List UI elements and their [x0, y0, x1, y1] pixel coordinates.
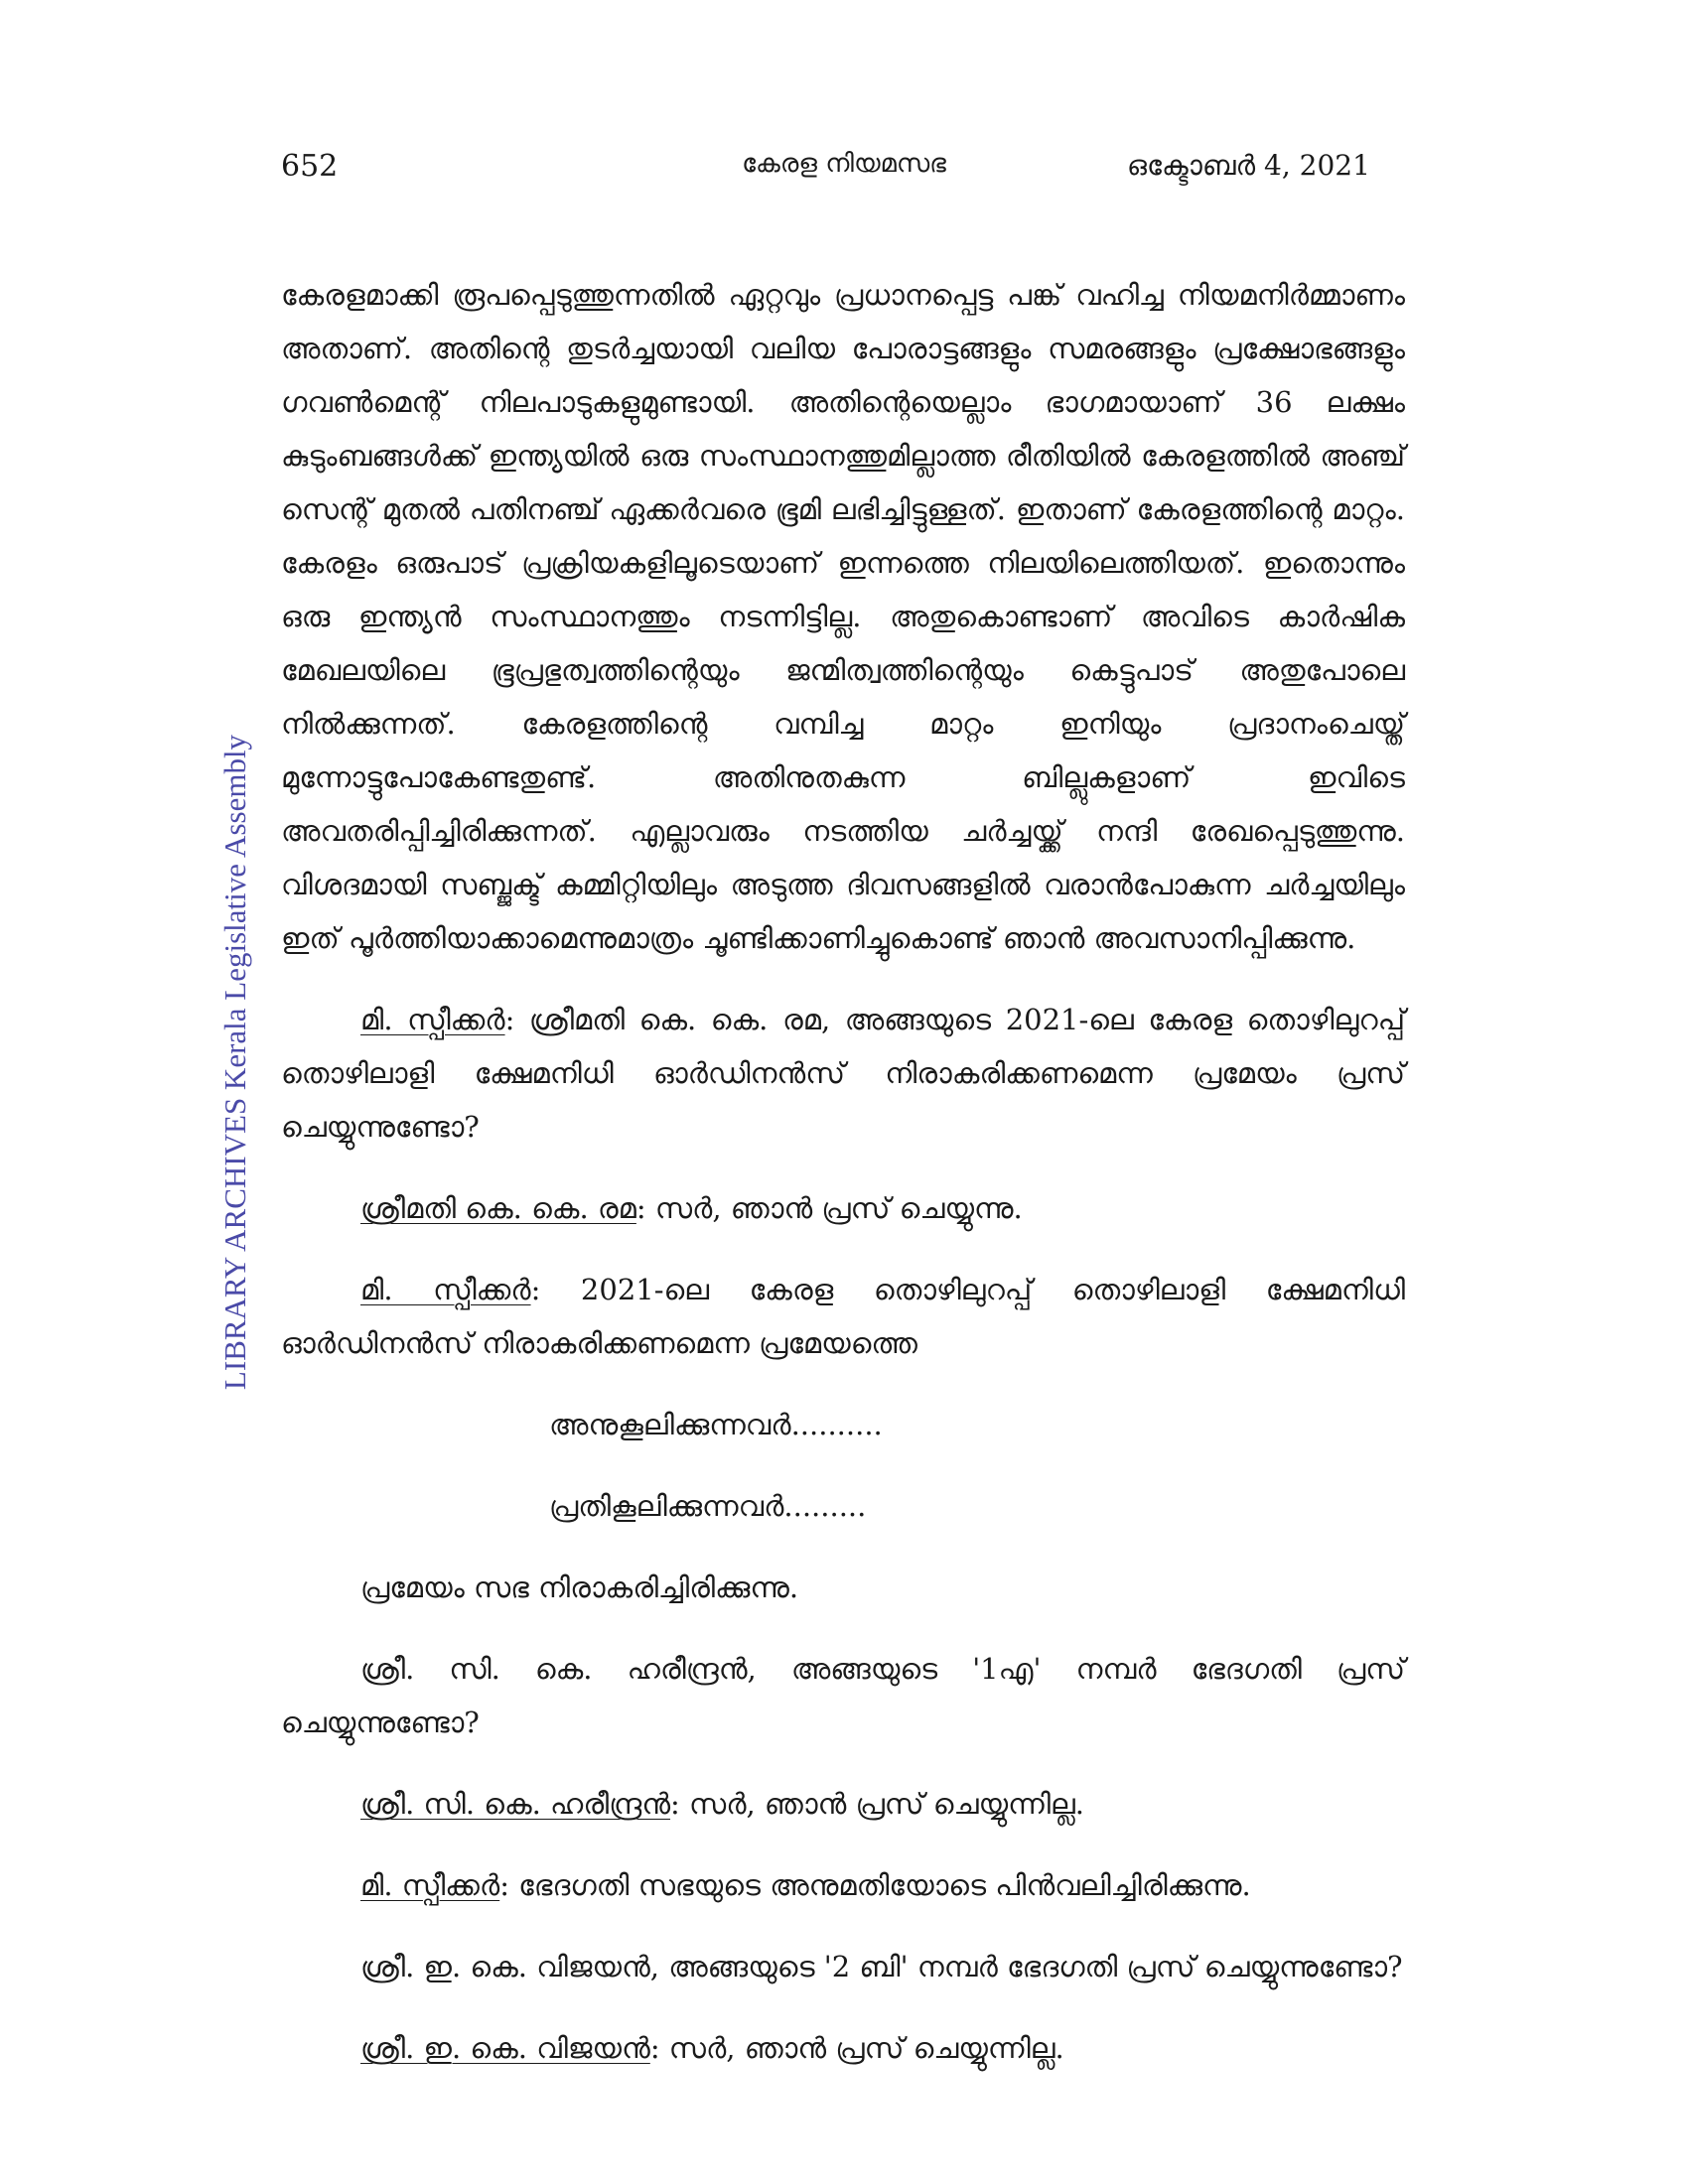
speech-text: : സർ, ഞാൻ പ്രസ് ചെയ്യുന്നു. — [635, 1191, 1023, 1225]
vote-ayes-line: അനുകൂലിക്കുന്നവർ.......... — [549, 1408, 883, 1441]
paragraph-motion-result: പ്രമേയം സഭ നിരാകരിച്ചിരിക്കുന്നു. — [360, 1570, 799, 1604]
speech-text: : 2021-ലെ കേരള തൊഴിലുറപ്പ് തൊഴിലാളി ക്ഷേമനിധി ഓർഡിനൻസ് നിരാകരിക്കണമെന്ന പ്രമേയത്തെ — [281, 1273, 1405, 1360]
paragraph-member-reply — [281, 1777, 1405, 1831]
paragraph-member-reply — [281, 2021, 1405, 2075]
page-header-date: ഒക്ടോബർ 4, 2021 — [1127, 149, 1370, 182]
paragraph-amendment-question: ശ്രീ. സി. കെ. ഹരീന്ദ്രൻ, അങ്ങയുടെ '1എ' നമ്പർ ഭേദഗതി പ്രസ് ചെയ്യുന്നുണ്ടോ? — [281, 1652, 1405, 1739]
speaker-name: മി. സ്പീക്കർ — [360, 1273, 531, 1306]
speaker-name: ശ്രീമതി കെ. കെ. രമ — [360, 1191, 636, 1225]
speech-text: : സർ, ഞാൻ പ്രസ് ചെയ്യുന്നില്ല. — [649, 2031, 1064, 2065]
speech-text: : സർ, ഞാൻ പ്രസ് ചെയ്യുന്നില്ല. — [670, 1787, 1084, 1821]
paragraph-speaker-ruling — [281, 1858, 1405, 1912]
paragraph-speaker-motion — [281, 1263, 1405, 1370]
speaker-name: ശ്രീ. സി. കെ. ഹരീന്ദ്രൻ — [360, 1787, 671, 1821]
speech-text: : ഭേദഗതി സഭയുടെ അനുമതിയോടെ പിൻവലിച്ചിരിക്കുന്നു. — [499, 1868, 1251, 1902]
paragraph-amendment-question: ശ്രീ. ഇ. കെ. വിജയൻ, അങ്ങയുടെ '2 ബി' നമ്പർ ഭേദഗതി പ്രസ് ചെയ്യുന്നുണ്ടോ? — [360, 1950, 1403, 1983]
speaker-name: ശ്രീ. ഇ. കെ. വിജയൻ — [360, 2031, 650, 2065]
page-header-title: കേരള നിയമസഭ — [742, 149, 946, 179]
speaker-name: മി. സ്പീക്കർ — [360, 1868, 500, 1902]
archive-watermark: LIBRARY ARCHIVES Kerala Legislative Assembly — [217, 734, 252, 1391]
speech-text: : ശ്രീമതി കെ. കെ. രമ, അങ്ങയുടെ 2021-ലെ കേരള തൊഴിലുറപ്പ് തൊഴിലാളി ക്ഷേമനിധി ഓർഡിനൻസ് നിരാകരിക്കണമെന്ന പ്രമേയം പ്രസ് ചെയ്യുന്നുണ്ടോ? — [281, 1003, 1405, 1144]
proceedings-body — [281, 268, 1405, 2075]
paragraph-member-reply — [281, 1181, 1405, 1235]
page-number: 652 — [281, 149, 339, 184]
speaker-name: മി. സ്പീക്കർ — [360, 1003, 505, 1036]
vote-noes-line: പ്രതികൂലിക്കുന്നവർ......... — [549, 1489, 867, 1523]
paragraph-speaker-question — [281, 993, 1405, 1154]
paragraph-speech-conclusion: കേരളമാക്കി രൂപപ്പെടുത്തുന്നതിൽ ഏറ്റവും പ്രധാനപ്പെട്ട പങ്ക് വഹിച്ച നിയമനിർമ്മാണം അതാണ്. അതിന്റെ തുടർച്ചയായി വലിയ പോരാട്ടങ്ങളും സമരങ്ങളും പ്രക്ഷോഭങ്ങളും ഗവൺമെന്റ് നിലപാടുകളുമുണ്ടായി. അതിന്റെയെല്ലാം ഭാഗമായാണ് 36 ലക്ഷം കുടുംബങ്ങൾക്ക് ഇന്ത്യയിൽ ഒരു സംസ്ഥാനത്തുമില്ലാത്ത രീതിയിൽ കേരളത്തിൽ അഞ്ച് സെന്റ് മുതൽ പതിനഞ്ച് ഏക്കർവരെ ഭൂമി ലഭിച്ചിട്ടുള്ളത്. ഇതാണ് കേരളത്തിന്റെ മാറ്റം. കേരളം ഒരുപാട് പ്രക്രിയകളിലൂടെയാണ് ഇന്നത്തെ നിലയിലെത്തിയത്. ഇതൊന്നും ഒരു ഇന്ത്യൻ സംസ്ഥാനത്തും നടന്നിട്ടില്ല. അതുകൊണ്ടാണ് അവിടെ കാർഷിക മേഖലയിലെ ഭൂപ്രഭുത്വത്തിന്റെയും ജന്മിത്വത്തിന്റെയും കെട്ടുപാട് അതുപോലെ നിൽക്കുന്നത്. കേരളത്തിന്റെ വമ്പിച്ച മാറ്റം ഇനിയും പ്രദാനംചെയ്ത് മുന്നോട്ടുപോകേണ്ടതുണ്ട്. അതിനുതകുന്ന ബില്ലുകളാണ് ഇവിടെ അവതരിപ്പിച്ചിരിക്കുന്നത്. എല്ലാവരും നടത്തിയ ചർച്ചയ്ക്ക് നന്ദി രേഖപ്പെടുത്തുന്നു. വിശദമായി സബ്ജക്ട് കമ്മിറ്റിയിലും അടുത്ത ദിവസങ്ങളിൽ വരാൻപോകുന്ന ചർച്ചയിലും ഇത് പൂർത്തിയാക്കാമെന്നുമാത്രം ചൂണ്ടിക്കാണിച്ചുകൊണ്ട് ഞാൻ അവസാനിപ്പിക്കുന്നു. — [281, 278, 1405, 955]
